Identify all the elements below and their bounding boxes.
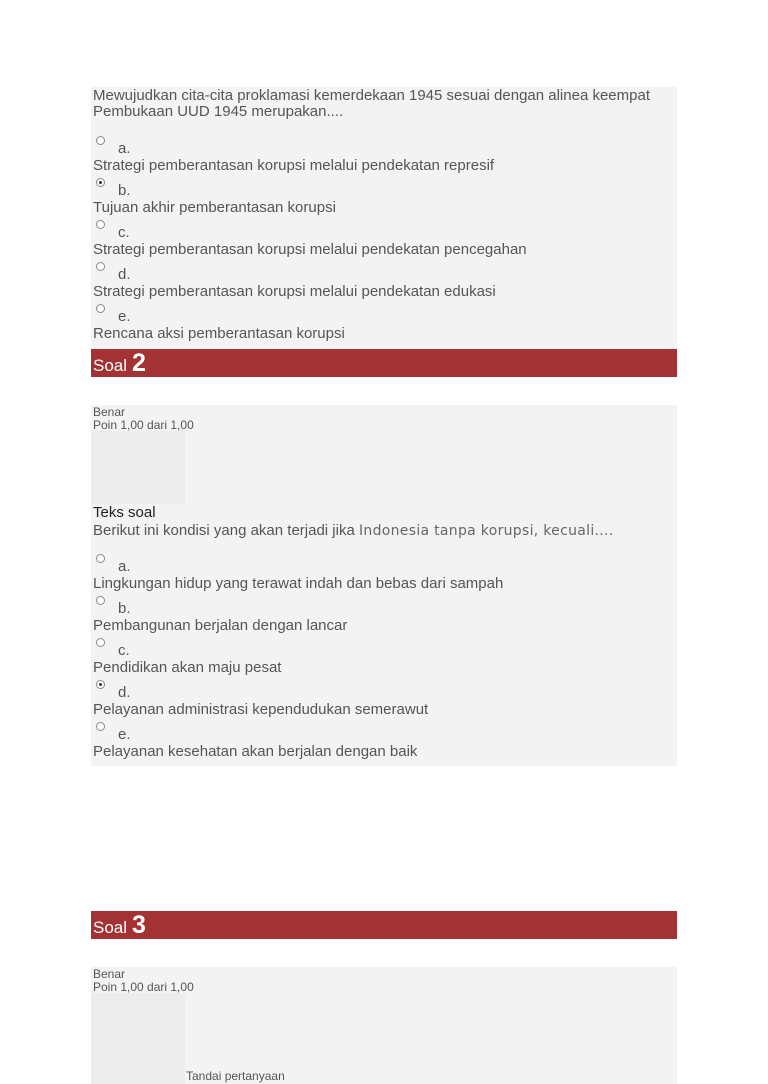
radio-button[interactable] [96, 722, 105, 731]
status-badge: Benar [93, 405, 126, 419]
question-1-text: Mewujudkan cita-cita proklamasi kemerdekaan 1945 sesuai dengan alinea keempat Pembukaan UUD 1945 merupakan.... [93, 87, 650, 120]
option-letter: c. [118, 224, 130, 241]
option-1c[interactable] [91, 216, 677, 258]
option-1d[interactable] [91, 258, 677, 300]
radio-button[interactable] [96, 304, 105, 313]
option-letter: d. [118, 684, 131, 701]
option-letter: b. [118, 182, 131, 199]
option-text: Strategi pemberantasan korupsi melalui pendekatan represif [93, 157, 495, 174]
radio-button[interactable] [96, 638, 105, 647]
radio-button-selected[interactable] [96, 680, 105, 689]
question-3-info [91, 967, 677, 1084]
radio-button[interactable] [96, 554, 105, 563]
option-2c[interactable] [91, 634, 677, 676]
option-text: Pelayanan kesehatan akan berjalan dengan baik [93, 743, 418, 760]
option-2e[interactable] [91, 718, 677, 760]
radio-button[interactable] [96, 136, 105, 145]
question-2-text-main: Berikut ini kondisi yang akan terjadi jika [93, 522, 359, 539]
question-1-options [91, 132, 677, 342]
option-text: Pendidikan akan maju pesat [93, 659, 282, 676]
points-text: Poin 1,00 dari 1,00 [93, 418, 194, 432]
option-2a[interactable] [91, 550, 677, 592]
radio-button[interactable] [96, 596, 105, 605]
points-text: Poin 1,00 dari 1,00 [93, 980, 194, 994]
question-label: Soal [93, 356, 128, 375]
radio-button-selected[interactable] [96, 178, 105, 187]
question-text-heading: Teks soal [93, 504, 156, 521]
option-letter: a. [118, 558, 131, 575]
option-1b[interactable] [91, 174, 677, 216]
option-2b[interactable] [91, 592, 677, 634]
option-letter: b. [118, 600, 131, 617]
option-1a[interactable] [91, 132, 677, 174]
question-number: 2 [132, 349, 146, 377]
radio-button[interactable] [96, 262, 105, 271]
option-letter: e. [118, 308, 131, 325]
question-number: 3 [132, 911, 146, 939]
option-letter: d. [118, 266, 131, 283]
option-letter: c. [118, 642, 130, 659]
info-sidebar [91, 993, 185, 1084]
option-letter: a. [118, 140, 131, 157]
question-3-header [91, 911, 677, 939]
option-1e[interactable] [91, 300, 677, 342]
radio-button[interactable] [96, 220, 105, 229]
option-text: Strategi pemberantasan korupsi melalui pendekatan pencegahan [93, 241, 527, 258]
question-2-header [91, 349, 677, 377]
option-text: Tujuan akhir pemberantasan korupsi [93, 199, 336, 216]
option-text: Pembangunan berjalan dengan lancar [93, 617, 348, 634]
question-2-text-tail: Indonesia tanpa korupsi, kecuali.... [358, 523, 614, 539]
option-text: Rencana aksi pemberantasan korupsi [93, 325, 345, 342]
option-text: Strategi pemberantasan korupsi melalui pendekatan edukasi [93, 283, 496, 300]
option-text: Lingkungan hidup yang terawat indah dan bebas dari sampah [93, 575, 504, 592]
question-2-panel [91, 504, 677, 766]
question-label: Soal [93, 918, 128, 937]
question-1-panel [91, 87, 677, 349]
status-badge: Benar [93, 967, 126, 981]
question-2-options [91, 550, 677, 760]
flag-question-link[interactable]: Tandai pertanyaan [186, 1069, 285, 1083]
option-text: Pelayanan administrasi kependudukan semerawut [93, 701, 429, 718]
question-2-text [91, 523, 677, 539]
option-letter: e. [118, 726, 131, 743]
option-2d[interactable] [91, 676, 677, 718]
